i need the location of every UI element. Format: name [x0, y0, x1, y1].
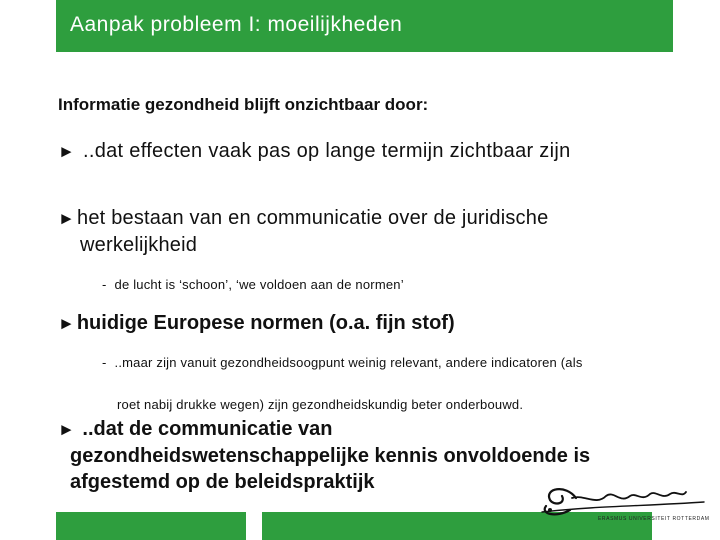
footer-bar-left — [56, 512, 246, 540]
sub-bullet-dash: - — [102, 355, 107, 370]
sub-bullet-1 — [102, 277, 404, 292]
bullet-2-text-line2: werkelijkheid — [80, 234, 198, 256]
bullet-arrow-icon: ► — [58, 142, 76, 161]
sub-bullet-2 — [102, 355, 583, 370]
sub-bullet-1-text: de lucht is ‘schoon’, ‘we voldoen aan de normen’ — [114, 277, 404, 292]
sub-bullet-dash: - — [102, 277, 107, 292]
bullet-1 — [58, 138, 571, 165]
title-bar — [56, 0, 673, 52]
bullet-4-text-line3: afgestemd op de beleidspraktijk — [70, 471, 375, 493]
bullet-3-text: huidige Europese normen (o.a. fijn stof) — [76, 312, 455, 334]
bullet-1-text: ..dat effecten vaak pas op lange termijn zichtbaar zijn — [83, 140, 571, 162]
slide-title: Aanpak probleem I: moeilijkheden — [70, 13, 403, 36]
bullet-4-text-line1: ..dat de communicatie van — [82, 418, 333, 440]
logo-caption: ERASMUS UNIVERSITEIT ROTTERDAM — [598, 516, 710, 522]
bullet-arrow-icon: ► — [58, 420, 75, 439]
bullet-2 — [58, 205, 658, 258]
bullet-3 — [58, 310, 455, 337]
bullet-4-text-line2: gezondheidswetenschappelijke kennis onvoldoende is — [70, 445, 591, 467]
bullet-2-text-line1: het bestaan van en communicatie over de juridische — [77, 207, 549, 229]
bullet-arrow-icon: ► — [58, 209, 76, 228]
intro-text: Informatie gezondheid blijft onzichtbaar door: — [58, 95, 429, 114]
sub-bullet-2-continuation: roet nabij drukke wegen) zijn gezondheidskundig beter onderbouwd. — [117, 397, 524, 412]
bullet-arrow-icon: ► — [58, 314, 75, 333]
sub-bullet-2-text: ..maar zijn vanuit gezondheidsoogpunt weinig relevant, andere indicatoren (als — [114, 355, 583, 370]
